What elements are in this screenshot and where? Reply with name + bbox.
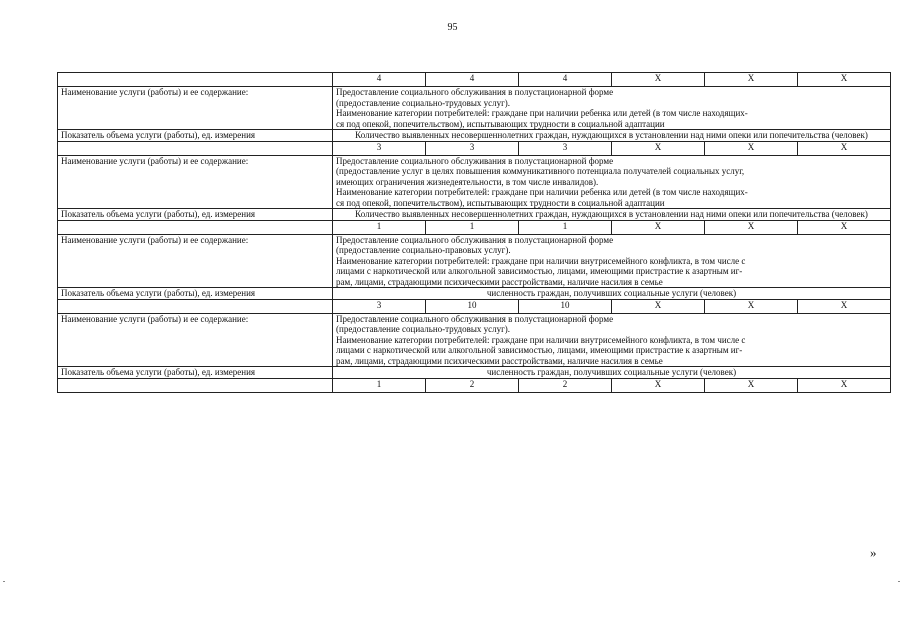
value-cell: X [612,378,705,392]
service-content-line: лицами с наркотической или алкогольной зависимостью, лицами, имеющими пристрастие к азартным иг- [336,266,743,276]
value-cell: 1 [426,220,519,234]
service-label: Наименование услуги (работы) и ее содержание: [58,234,333,288]
service-content-line: Наименование категории потребителей: граждане при наличии внутрисемейного конфликта, в том числе с [336,334,746,345]
value-cell: 1 [333,378,426,392]
service-label: Наименование услуги (работы) и ее содержание: [58,155,333,209]
table-body [58,73,891,393]
service-content-line: (предоставление социально-трудовых услуг). [336,324,511,334]
value-cell: X [612,299,705,313]
value-cell: 2 [426,378,519,392]
value-cell: X [612,141,705,155]
values-row [58,220,891,234]
empty-label-cell [58,378,333,392]
empty-label-cell [58,220,333,234]
service-content-line: Наименование категории потребителей: граждане при наличии ребенка или детей (в том числе находящих- [336,108,748,118]
service-content-line: лицами с наркотической или алкогольной зависимостью, лицами, имеющими пристрастие к азартным иг- [336,345,743,355]
indicator-label: Показатель объема услуги (работы), ед. измерения [58,367,333,379]
value-cell: X [705,220,798,234]
service-content-line: рам, лицами, страдающими психическими расстройствами, наличие насилия в семье [336,355,663,366]
service-row [58,87,891,130]
indicator-label: Показатель объема услуги (работы), ед. измерения [58,209,333,221]
value-cell: X [798,141,891,155]
scan-edge-mark-right [898,581,900,582]
indicator-row [58,209,891,221]
service-volume-table [57,72,891,393]
service-content-line: (предоставление услуг в целях повышения коммуникативного потенциала получателей социальных услуг, [336,166,745,176]
indicator-value: Количество выявленных несовершеннолетних граждан, нуждающихся в установлении над ними опеки или попечительства (человек) [333,130,891,142]
service-content [333,87,891,130]
service-content [333,155,891,209]
service-content-line: рам, лицами, страдающими психическими расстройствами, наличие насилия в семье [336,276,663,287]
indicator-label: Показатель объема услуги (работы), ед. измерения [58,130,333,142]
value-cell: 10 [426,299,519,313]
value-cell: X [612,73,705,87]
indicator-row [58,130,891,142]
empty-label-cell [58,299,333,313]
service-content-line: Предоставление социального обслуживания в полустационарной форме [336,155,614,166]
service-row [58,155,891,209]
empty-label-cell [58,73,333,87]
indicator-row [58,367,891,379]
scan-edge-mark-left [3,581,5,582]
values-row [58,73,891,87]
value-cell: 3 [333,299,426,313]
service-content [333,313,891,367]
value-cell: X [798,220,891,234]
value-cell: 3 [426,141,519,155]
service-row [58,234,891,288]
value-cell: 4 [426,73,519,87]
indicator-row [58,288,891,300]
value-cell: X [798,73,891,87]
value-cell: 4 [519,73,612,87]
service-content-line: (предоставление социально-трудовых услуг). [336,97,511,108]
value-cell: 3 [519,141,612,155]
service-content-line: Предоставление социального обслуживания в полустационарной форме [336,313,614,324]
service-content-line: Наименование категории потребителей: граждане при наличии внутрисемейного конфликта, в том числе с [336,255,746,266]
value-cell: X [705,378,798,392]
value-cell: X [798,299,891,313]
service-content-line: ся под опекой, попечительством), испытывающих трудности в социальной адаптации [336,197,665,208]
value-cell: 10 [519,299,612,313]
value-cell: X [705,299,798,313]
value-cell: 1 [333,220,426,234]
service-content-line: Наименование категории потребителей: граждане при наличии ребенка или детей (в том числе находящих- [336,187,748,197]
value-cell: 4 [333,73,426,87]
value-cell: X [798,378,891,392]
values-row [58,299,891,313]
service-content-line: ся под опекой, попечительством), испытывающих трудности в социальной адаптации [336,118,665,129]
service-row [58,313,891,367]
indicator-label: Показатель объема услуги (работы), ед. измерения [58,288,333,300]
service-label: Наименование услуги (работы) и ее содержание: [58,87,333,130]
indicator-value: численность граждан, получивших социальные услуги (человек) [333,367,891,379]
service-content [333,234,891,288]
value-cell: 3 [333,141,426,155]
service-label: Наименование услуги (работы) и ее содержание: [58,313,333,367]
service-content-line: Предоставление социального обслуживания в полустационарной форме [336,87,614,97]
closing-quote-mark: » [870,545,877,560]
indicator-value: Количество выявленных несовершеннолетних граждан, нуждающихся в установлении над ними опеки или попечительства (человек) [333,209,891,221]
value-cell: 2 [519,378,612,392]
service-content-line: имеющих ограничения жизнедеятельности, в том числе инвалидов). [336,176,599,187]
service-content-line: (предоставление социально-правовых услуг). [336,245,511,255]
values-row [58,378,891,392]
value-cell: X [705,73,798,87]
service-content-line: Предоставление социального обслуживания в полустационарной форме [336,234,614,245]
empty-label-cell [58,141,333,155]
value-cell: X [612,220,705,234]
value-cell: 1 [519,220,612,234]
indicator-value: численность граждан, получивших социальные услуги (человек) [333,288,891,300]
value-cell: X [705,141,798,155]
page-number: 95 [447,22,458,33]
values-row [58,141,891,155]
